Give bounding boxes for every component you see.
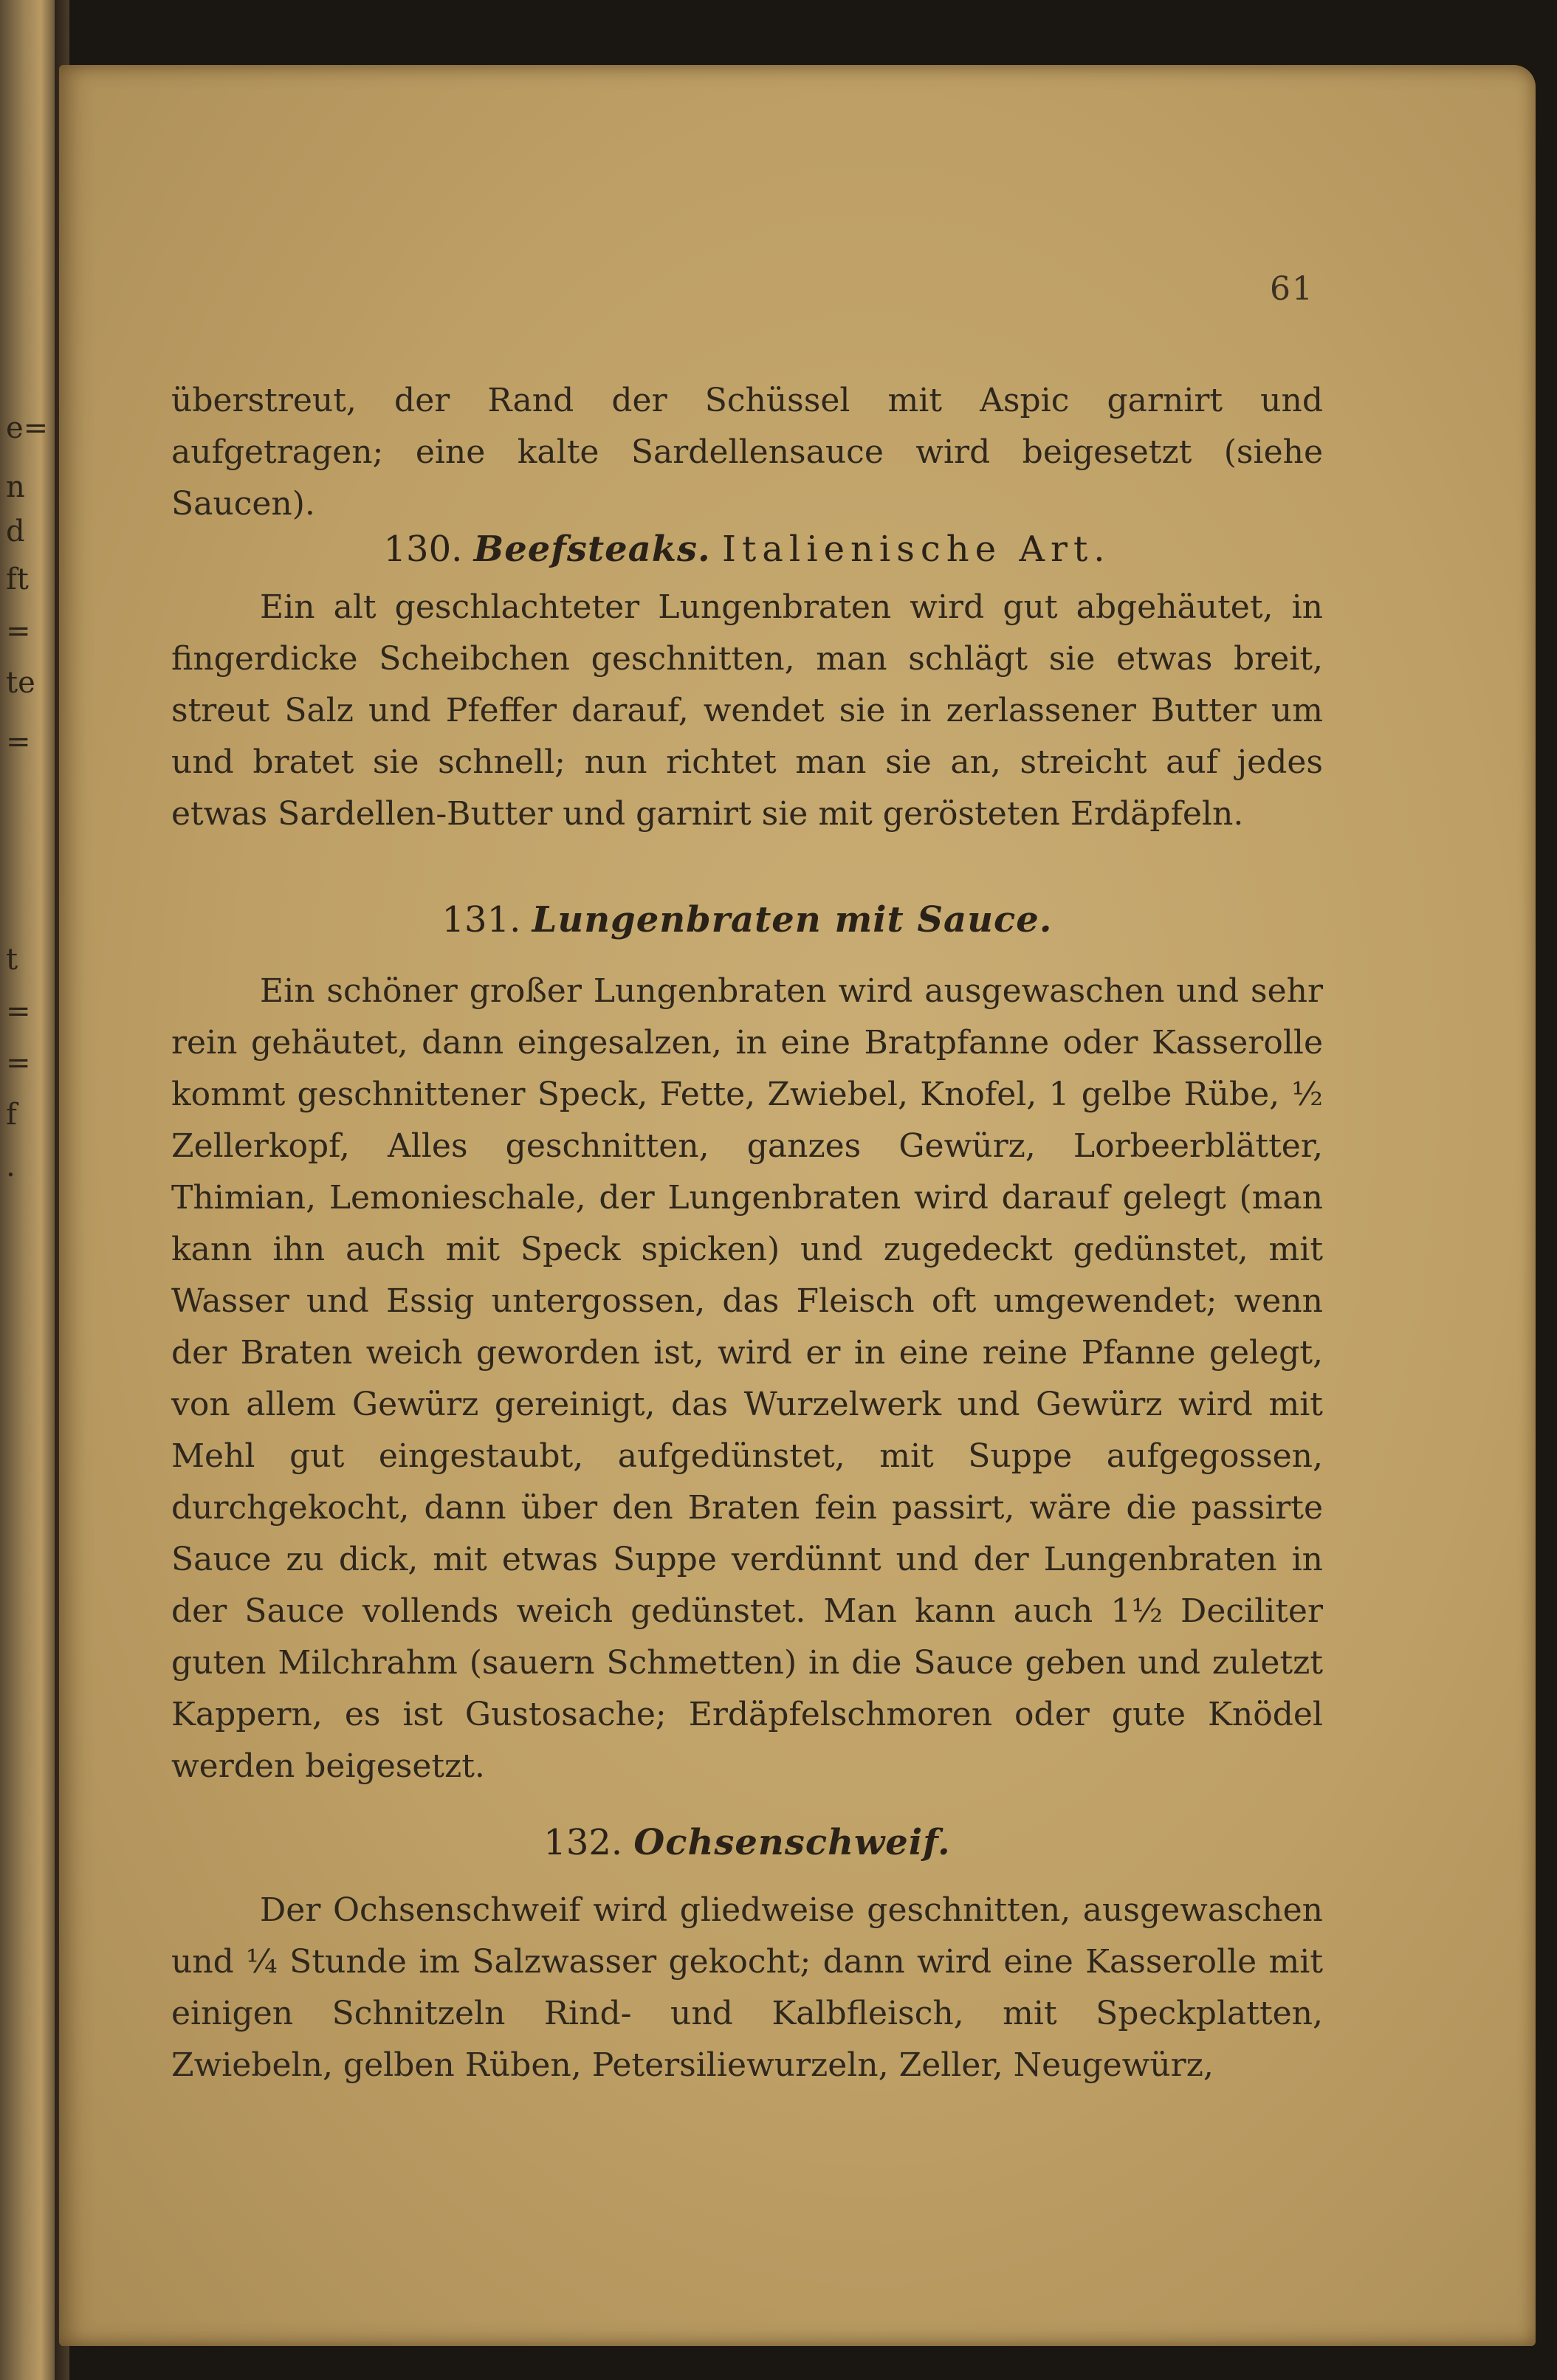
recipe-number: 130. <box>383 529 463 570</box>
margin-fragment: te <box>6 666 35 700</box>
recipe-title: Beefsteaks. <box>473 529 711 570</box>
recipe-title: Lungenbraten mit Sauce. <box>532 899 1053 940</box>
previous-page-edge <box>0 0 55 2380</box>
paragraph: Ein schöner großer Lungenbraten wird ausgewaschen und sehr rein gehäutet, dann eingesalzen, in eine Bratpfanne oder Kasserolle kommt geschnittener Speck, Fette, Zwiebel, Knofel, 1 gelbe Rübe, ½ Zellerkopf, Alles geschnitten, ganzes Gewürz, Lorbeerblätter, Thimian, Lemonieschale, der Lungenbraten wird darauf gelegt (man kann ihn auch mit Speck spicken) und zugedeckt gedünstet, mit Wasser und Essig untergossen, das Fleisch oft umgewendet; wenn der Braten weich geworden ist, wird er in eine reine Pfanne gelegt, von allem Gewürz gereinigt, das Wurzelwerk und Gewürz wird mit Mehl gut eingestaubt, aufgedünstet, mit Suppe aufgegossen, durchgekocht, dann über den Braten fein passirt, wäre die passirte Sauce zu dick, mit etwas Suppe verdünnt und der Lungenbraten in der Sauce vollends weich gedünstet. Man kann auch 1½ Deciliter guten Milchrahm (sauern Schmetten) in die Sauce geben und zuletzt Kappern, es ist Gustosache; Erdäpfelschmoren oder gute Knödel werden beigesetzt. <box>171 972 1323 1785</box>
paragraph: Der Ochsenschweif wird gliedweise geschnitten, ausgewaschen und ¼ Stunde im Salzwasser gekocht; dann wird eine Kasserolle mit einigen Schnitzeln Rind- und Kalbfleisch, mit Speckplatten, Zwiebeln, gelben Rüben, Petersiliewurzeln, Zeller, Neugewürz, <box>171 1891 1323 2084</box>
paragraph: überstreut, der Rand der Schüssel mit Aspic garnirt und aufgetragen; eine kalte Sardellensauce wird beigesetzt (siehe Saucen). <box>171 382 1323 523</box>
recipe-body-132 <box>171 1885 1323 2091</box>
margin-fragment: . <box>6 1149 16 1183</box>
recipe-heading-131 <box>171 899 1323 940</box>
margin-fragment: f <box>6 1098 17 1132</box>
recipe-body-130 <box>171 582 1323 840</box>
continuation-text <box>171 375 1323 530</box>
recipe-body-131 <box>171 966 1323 1792</box>
recipe-number: 132. <box>543 1822 623 1863</box>
margin-fragment: n <box>6 470 25 504</box>
book-page <box>59 65 1536 2346</box>
margin-fragment: = <box>6 614 31 648</box>
paragraph: Ein alt geschlachteter Lungenbraten wird gut abgehäutet, in fingerdicke Scheibchen geschnitten, man schlägt sie etwas breit, streut Salz und Pfeffer darauf, wendet sie in zerlassener Butter um und bratet sie schnell; nun richtet man sie an, streicht auf jedes etwas Sardellen-Butter und garnirt sie mit gerösteten Erdäpfeln. <box>171 588 1323 833</box>
margin-fragment: d <box>6 515 25 548</box>
margin-fragment: = <box>6 725 31 759</box>
margin-fragment: ft <box>6 563 29 596</box>
recipe-heading-132 <box>171 1822 1323 1863</box>
recipe-subtitle: Italienische Art. <box>722 529 1111 570</box>
margin-fragment: = <box>6 1046 31 1080</box>
recipe-heading-130 <box>171 529 1323 570</box>
margin-fragment: e= <box>6 411 49 445</box>
recipe-title: Ochsenschweif. <box>633 1822 951 1863</box>
page-number: 61 <box>1270 270 1314 308</box>
margin-fragment: = <box>6 994 31 1028</box>
margin-fragment: t <box>6 943 18 977</box>
recipe-number: 131. <box>441 899 521 940</box>
